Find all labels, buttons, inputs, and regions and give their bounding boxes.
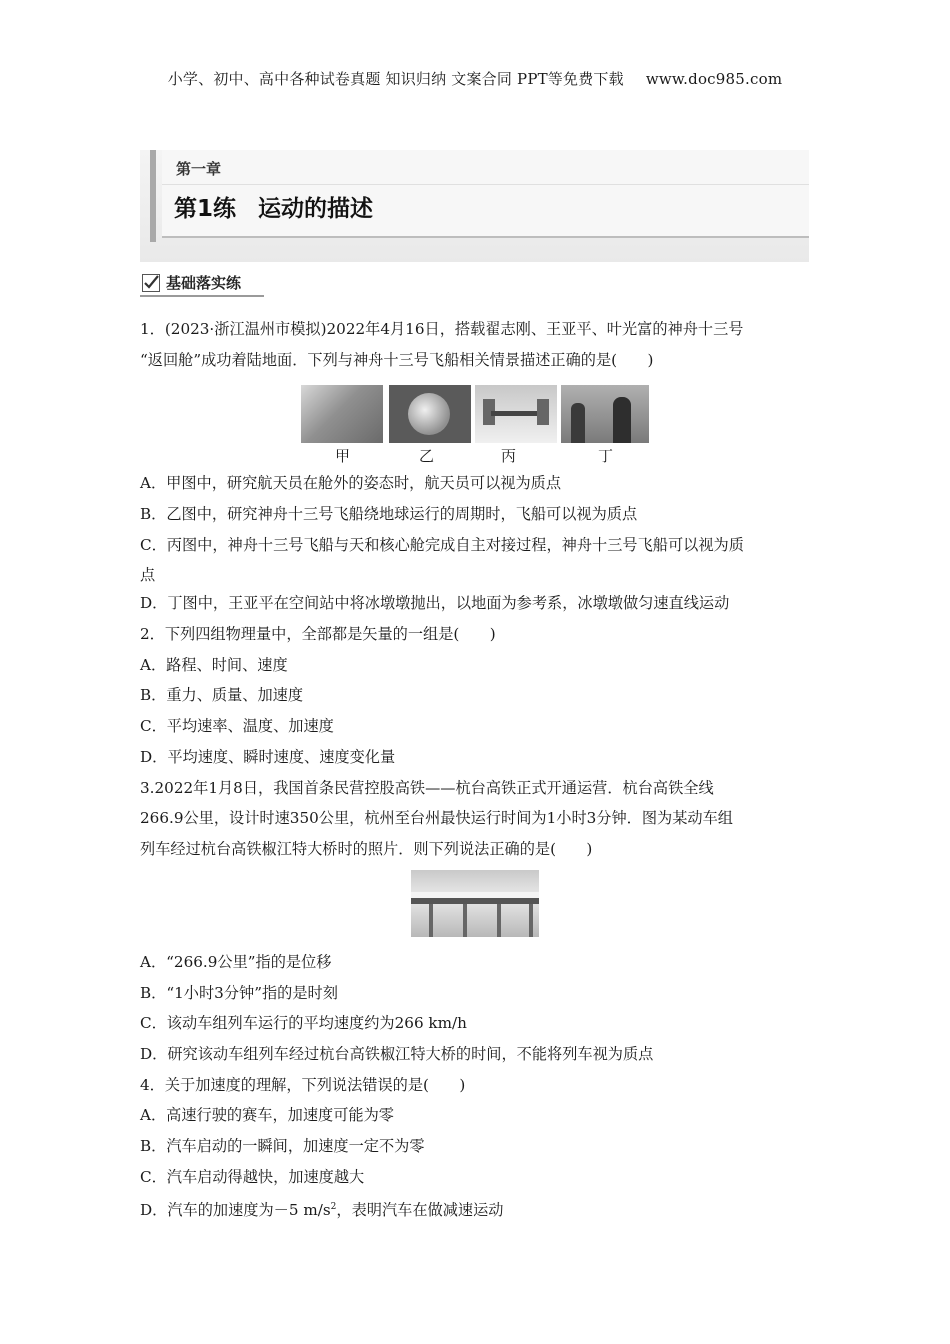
header-text: 小学、初中、高中各种试卷真题 知识归纳 文案合同 PPT等免费下载 (167, 70, 624, 88)
question-4-stem: 4．关于加速度的理解，下列说法错误的是( ) (140, 1076, 466, 1094)
question-2-option-a: A．路程、时间、速度 (140, 656, 288, 674)
question-3-line-3: 列车经过杭台高铁椒江特大桥时的照片．则下列说法正确的是( ) (140, 840, 593, 858)
question-2-option-c: C．平均速率、温度、加速度 (140, 717, 334, 735)
page-title: 第1练 运动的描述 (174, 196, 374, 222)
question-2-option-d: D．平均速度、瞬时速度、速度变化量 (140, 748, 396, 766)
figure-yi-image (389, 385, 471, 443)
question-1-option-b: B．乙图中，研究神舟十三号飞船绕地球运行的周期时，飞船可以视为质点 (140, 505, 638, 523)
question-3-option-d: D．研究该动车组列车经过杭台高铁椒江特大桥的时间，不能将列车视为质点 (140, 1045, 654, 1063)
figure-caption-jia: 甲 (335, 447, 351, 465)
banner-divider (162, 184, 809, 185)
question-4-option-c: C．汽车启动得越快，加速度越大 (140, 1168, 365, 1186)
checkbox-icon (142, 274, 160, 292)
chapter-banner (140, 150, 809, 262)
earth-icon (408, 393, 450, 435)
question-3-option-a: A．“266.9公里”指的是位移 (140, 953, 332, 971)
question-1-option-c: C．丙图中，神舟十三号飞船与天和核心舱完成自主对接过程，神舟十三号飞船可以视为质 (140, 536, 744, 554)
option-d-prefix: D．汽车的加速度为－5 m/s (140, 1201, 331, 1220)
figure-bing-image (475, 385, 557, 443)
header-url[interactable]: www.doc985.com (645, 70, 783, 88)
figure-caption-yi: 乙 (419, 447, 435, 465)
question-3-line-1: 3.2022年1月8日，我国首条民营控股高铁——杭台高铁正式开通运营．杭台高铁全线 (140, 779, 714, 797)
question-3-bridge-photo (411, 870, 539, 937)
question-3-option-b: B．“1小时3分钟”指的是时刻 (140, 984, 338, 1002)
question-3-option-c: C．该动车组列车运行的平均速度约为266 km/h (140, 1014, 467, 1032)
question-3-line-2: 266.9公里，设计时速350公里，杭州至台州最快运行时间为1小时3分钟．图为某动车组 (140, 809, 733, 827)
question-2-option-b: B．重力、质量、加速度 (140, 686, 304, 704)
figure-ding-image (561, 385, 649, 443)
figure-caption-ding: 丁 (598, 447, 614, 465)
question-1-option-a: A．甲图中，研究航天员在舱外的姿态时，航天员可以视为质点 (140, 474, 562, 492)
option-d-superscript: 2 (330, 1202, 337, 1212)
section-label: 基础落实练 (166, 274, 242, 292)
section-heading (140, 270, 264, 297)
figure-jia-image (301, 385, 383, 443)
option-d-suffix: ，表明汽车在做减速运动 (336, 1201, 504, 1220)
banner-accent-bar (150, 150, 156, 242)
question-1-line-1: 1．(2023·浙江温州市模拟)2022年4月16日，搭载翟志刚、王亚平、叶光富的神舟十三号 (140, 320, 744, 338)
chapter-label: 第一章 (176, 160, 222, 178)
page-header (0, 68, 950, 89)
question-4-option-b: B．汽车启动的一瞬间，加速度一定不为零 (140, 1137, 425, 1155)
question-1-option-c-cont: 点 (140, 566, 156, 584)
question-4-option-a: A．高速行驶的赛车，加速度可能为零 (140, 1106, 394, 1124)
question-1-line-2: “返回舱”成功着陆地面．下列与神舟十三号飞船相关情景描述正确的是( ) (140, 351, 654, 369)
question-2-stem: 2．下列四组物理量中，全部都是矢量的一组是( ) (140, 625, 496, 643)
question-1-option-d: D．丁图中，王亚平在空间站中将冰墩墩抛出，以地面为参考系，冰墩墩做匀速直线运动 (140, 594, 730, 612)
figure-caption-bing: 丙 (501, 447, 517, 465)
question-4-option-d (140, 1197, 503, 1220)
question-1-figures (301, 385, 651, 465)
